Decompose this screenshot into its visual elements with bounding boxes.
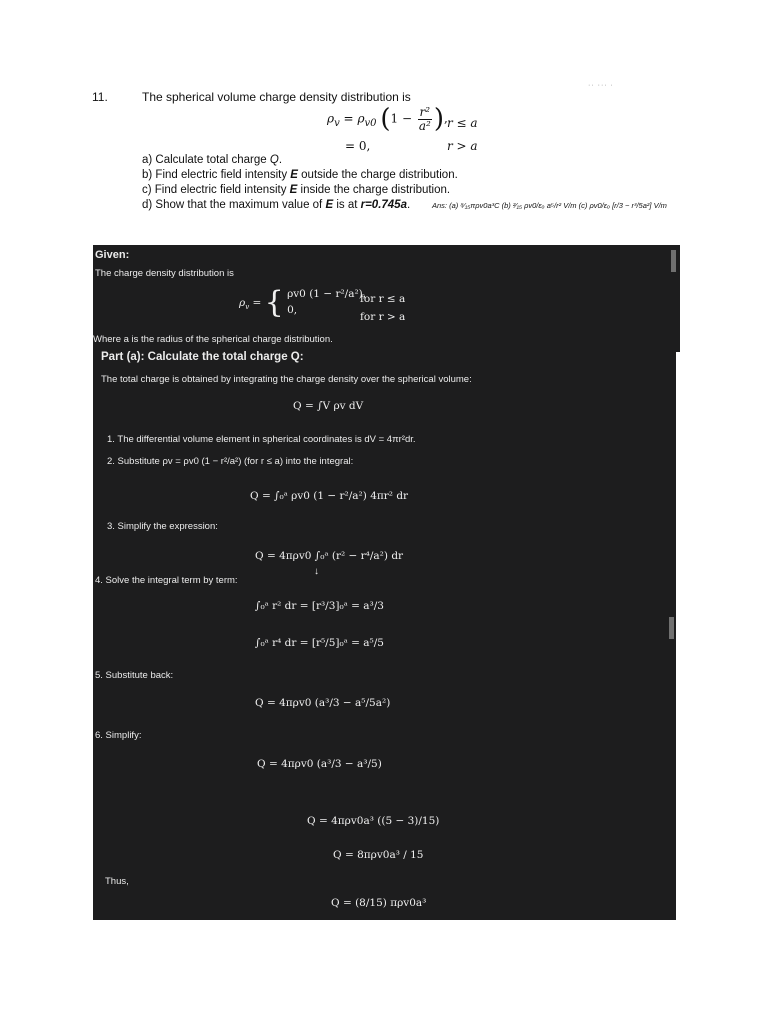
equation-simplified-integral: Q = 4πρv0 ∫₀ᵃ (r² − r⁴/a²) dr <box>255 550 404 562</box>
panel-edge-segment <box>676 245 680 352</box>
step-5: 5. Substitute back: <box>95 670 174 681</box>
page-corner-mark: ·· ··· · <box>588 82 614 89</box>
answers-note: Ans: (a) ⁸⁄₁₅πρv0a³C (b) ²⁄₁₅ ρv0/εₒ a⁵/r² V/m (c) ρv0/εₒ [r/3 − r³/5a²] V/m <box>432 201 667 210</box>
equation-simplified: Q = 4πρv0 (a³/3 − a³/5) <box>257 758 382 770</box>
given-piecewise: $\rho_v$ = { ρv0 (1 − r²/a²), 0, <box>239 284 367 320</box>
given-case1-condition: for r ≤ a <box>360 293 406 305</box>
step-4: 4. Solve the integral term by term: <box>95 575 238 586</box>
cursor-arrow-icon: ↓ <box>314 566 319 577</box>
step-1: 1. The differential volume element in spherical coordinates is dV = 4πr²dr. <box>107 434 416 445</box>
given-case2-condition: for r > a <box>360 311 406 323</box>
where-text: Where a is the radius of the spherical charge distribution. <box>93 334 333 345</box>
density-condition-1: r ≤ a <box>447 116 478 130</box>
equation-integral-r4: ∫₀ᵃ r⁴ dr = [r⁵/5]₀ᵃ = a⁵/5 <box>255 637 384 649</box>
scrollbar-thumb-middle[interactable] <box>669 617 674 639</box>
question-a: a) Calculate total charge Q. <box>142 154 283 166</box>
step-6: 6. Simplify: <box>95 730 142 741</box>
question-b: b) Find electric field intensity E outside the charge distribution. <box>142 169 458 181</box>
equation-total-charge: Q = ∫V ρv dV <box>293 400 364 412</box>
step-2: 2. Substitute ρv = ρv0 (1 − r²/a²) (for r ≤ a) into the integral: <box>107 456 354 467</box>
equation-substituted: Q = 4πρv0 (a³/3 − a⁵/5a²) <box>255 697 391 709</box>
part-a-intro: The total charge is obtained by integrating the charge density over the spherical volume: <box>101 374 472 385</box>
density-equation-line1: $\rho_v = \rho_{v0}$ (1 − $\frac{\text{r²}}{\text{a²}}$ ), <box>327 104 448 135</box>
given-text: The charge density distribution is <box>95 268 234 279</box>
given-heading: Given: <box>95 249 130 261</box>
question-d: d) Show that the maximum value of E is at r=0.745a. <box>142 199 411 211</box>
part-a-heading: Part (a): Calculate the total charge Q: <box>101 351 304 363</box>
step-3: 3. Simplify the expression: <box>107 521 218 532</box>
density-condition-2: r > a <box>447 139 478 153</box>
problem-number: 11. <box>92 90 108 104</box>
equation-charge-integral: Q = ∫₀ᵃ ρv0 (1 − r²/a²) 4πr² dr <box>250 490 409 502</box>
solution-panel <box>93 245 676 920</box>
equation-final-answer: Q = (8/15) πρv0a³ <box>331 897 427 909</box>
thus-label: Thus, <box>105 876 129 887</box>
problem-stem: The spherical volume charge density distribution is <box>142 90 411 104</box>
equation-fraction: Q = 4πρv0a³ ((5 − 3)/15) <box>307 815 440 827</box>
density-equation-line2: = 0, <box>345 139 371 153</box>
equation-integral-r2: ∫₀ᵃ r² dr = [r³/3]₀ᵃ = a³/3 <box>255 600 384 612</box>
equation-q-eighth: Q = 8πρv0a³ / 15 <box>333 849 424 861</box>
question-c: c) Find electric field intensity E inside the charge distribution. <box>142 184 451 196</box>
